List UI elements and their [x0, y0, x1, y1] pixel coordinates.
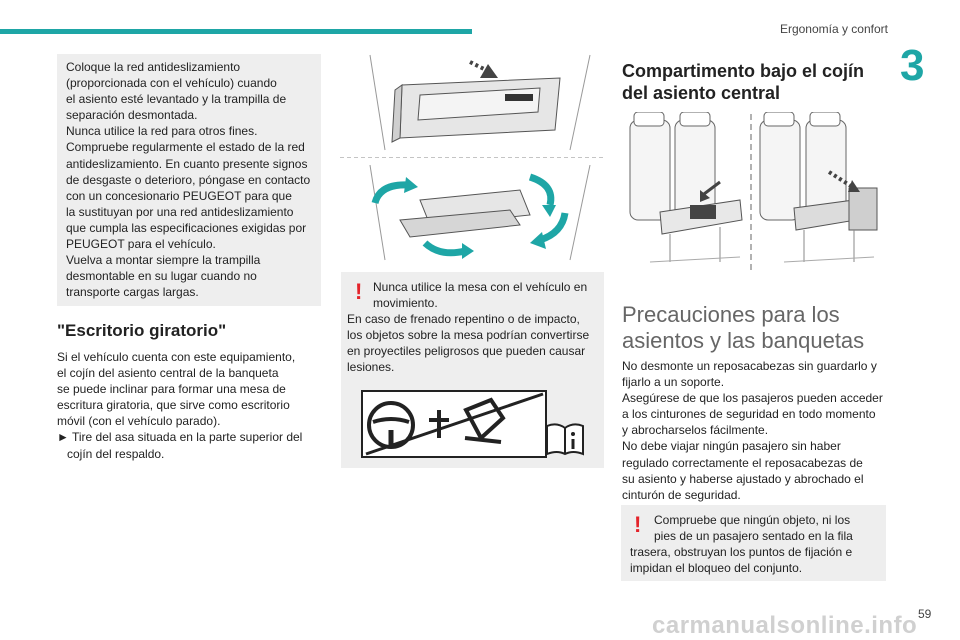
prohibition-pictogram	[361, 390, 547, 458]
warning-line: Nunca utilice la mesa con el vehículo en	[373, 280, 588, 294]
page-number: 59	[918, 607, 932, 621]
chapter-number: 3	[900, 41, 925, 90]
note-line: transporte cargas largas.	[66, 285, 199, 300]
paragraph-line: a los cinturones de seguridad en todo momento	[622, 407, 876, 422]
paragraph-line: se puede inclinar para formar una mesa de	[57, 382, 286, 397]
heading-precauciones	[622, 302, 892, 354]
note-line: que cumpla las especificaciones exigidas por	[66, 220, 307, 235]
warning-box-fixings	[621, 505, 886, 581]
section-title: Ergonomía y confort	[779, 22, 888, 36]
desk-illustration-bottom	[340, 165, 604, 265]
heading-escritorio-giratorio: "Escritorio giratorio"	[57, 321, 227, 340]
heading-compartimento	[622, 60, 892, 104]
paragraph-line: fijarlo a un soporte.	[622, 375, 725, 390]
warning-line: impidan el bloqueo del conjunto.	[630, 561, 803, 576]
note-line: PEUGEOT para el vehículo.	[66, 237, 216, 252]
note-line: Coloque la red antideslizamiento	[66, 60, 241, 74]
paragraph-line: No desmonte un reposacabezas sin guardarlo y	[622, 359, 877, 373]
paragraph-line: cinturón de seguridad.	[622, 487, 741, 502]
warning-line: Compruebe que ningún objeto, ni los	[654, 513, 851, 527]
paragraph-line: escritura giratoria, que sirve como escritorio	[57, 398, 290, 413]
warning-icon: !	[355, 279, 363, 304]
paragraph-line: Si el vehículo cuenta con este equipamiento,	[57, 350, 296, 364]
manual-info-icon	[545, 420, 585, 456]
note-line: antideslizamiento. En cuanto presente signos	[66, 156, 308, 171]
paragraph-line: móvil (con el vehículo parado).	[57, 414, 221, 429]
note-line: (proporcionada con el vehículo) cuando	[66, 76, 277, 91]
note-line: el asiento esté levantado y la trampilla de	[66, 92, 287, 107]
heading-line: Compartimento bajo el cojín	[622, 61, 865, 81]
note-line: de desgaste o deterioro, póngase en contacto	[66, 172, 311, 187]
paragraph-line: Asegúrese de que los pasajeros pueden acceder	[622, 391, 883, 406]
note-line: la sustituyan por una red antideslizamiento	[66, 204, 294, 219]
heading-line: asientos y las banquetas	[622, 328, 865, 353]
paragraph-line: regulado correctamente el reposacabezas de	[622, 455, 863, 470]
warning-line: pies de un pasajero sentado en la fila	[654, 529, 853, 544]
warning-line: en proyectiles peligrosos que pueden causar	[347, 344, 586, 359]
seat-illustration-left	[620, 112, 750, 277]
header-accent-bar	[0, 29, 472, 34]
note-line: Compruebe regularmente el estado de la red	[66, 140, 305, 155]
note-line: Nunca utilice la red para otros fines.	[66, 124, 258, 139]
note-line: Vuelva a montar siempre la trampilla	[66, 253, 261, 268]
heading-line: Precauciones para los	[622, 302, 840, 327]
heading-line: del asiento central	[622, 83, 781, 103]
watermark: carmanualsonline.info	[652, 612, 918, 639]
paragraph-line: el cojín del asiento central de la banqueta	[57, 366, 279, 381]
divider-line	[749, 114, 753, 274]
warning-line: movimiento.	[373, 296, 438, 311]
paragraph-precauciones	[622, 358, 894, 503]
warning-line: los objetos sobre la mesa podrían convertirse	[347, 328, 590, 343]
paragraph-line: y abrocharselos fácilmente.	[622, 423, 769, 438]
warning-icon: !	[634, 512, 642, 537]
paragraph-escritorio	[57, 349, 327, 462]
desk-illustration-top	[340, 50, 604, 158]
step-line: ► Tire del asa situada en la parte superior del	[57, 430, 303, 445]
paragraph-line: su asiento y haberse ajustado y abrochado el	[622, 471, 864, 486]
note-line: separación desmontada.	[66, 108, 198, 123]
paragraph-line: No debe viajar ningún pasajero sin haber	[622, 439, 841, 454]
note-line: con un concesionario PEUGEOT para que	[66, 188, 292, 203]
warning-line: lesiones.	[347, 360, 395, 375]
warning-line: En caso de frenado repentino o de impacto,	[347, 312, 580, 327]
warning-line: trasera, obstruyan los puntos de fijación e	[630, 545, 853, 560]
step-line: cojín del respaldo.	[67, 446, 165, 461]
note-line: desmontable en su lugar cuando no	[66, 269, 257, 284]
seat-illustration-right	[754, 112, 888, 277]
note-box	[57, 54, 321, 306]
